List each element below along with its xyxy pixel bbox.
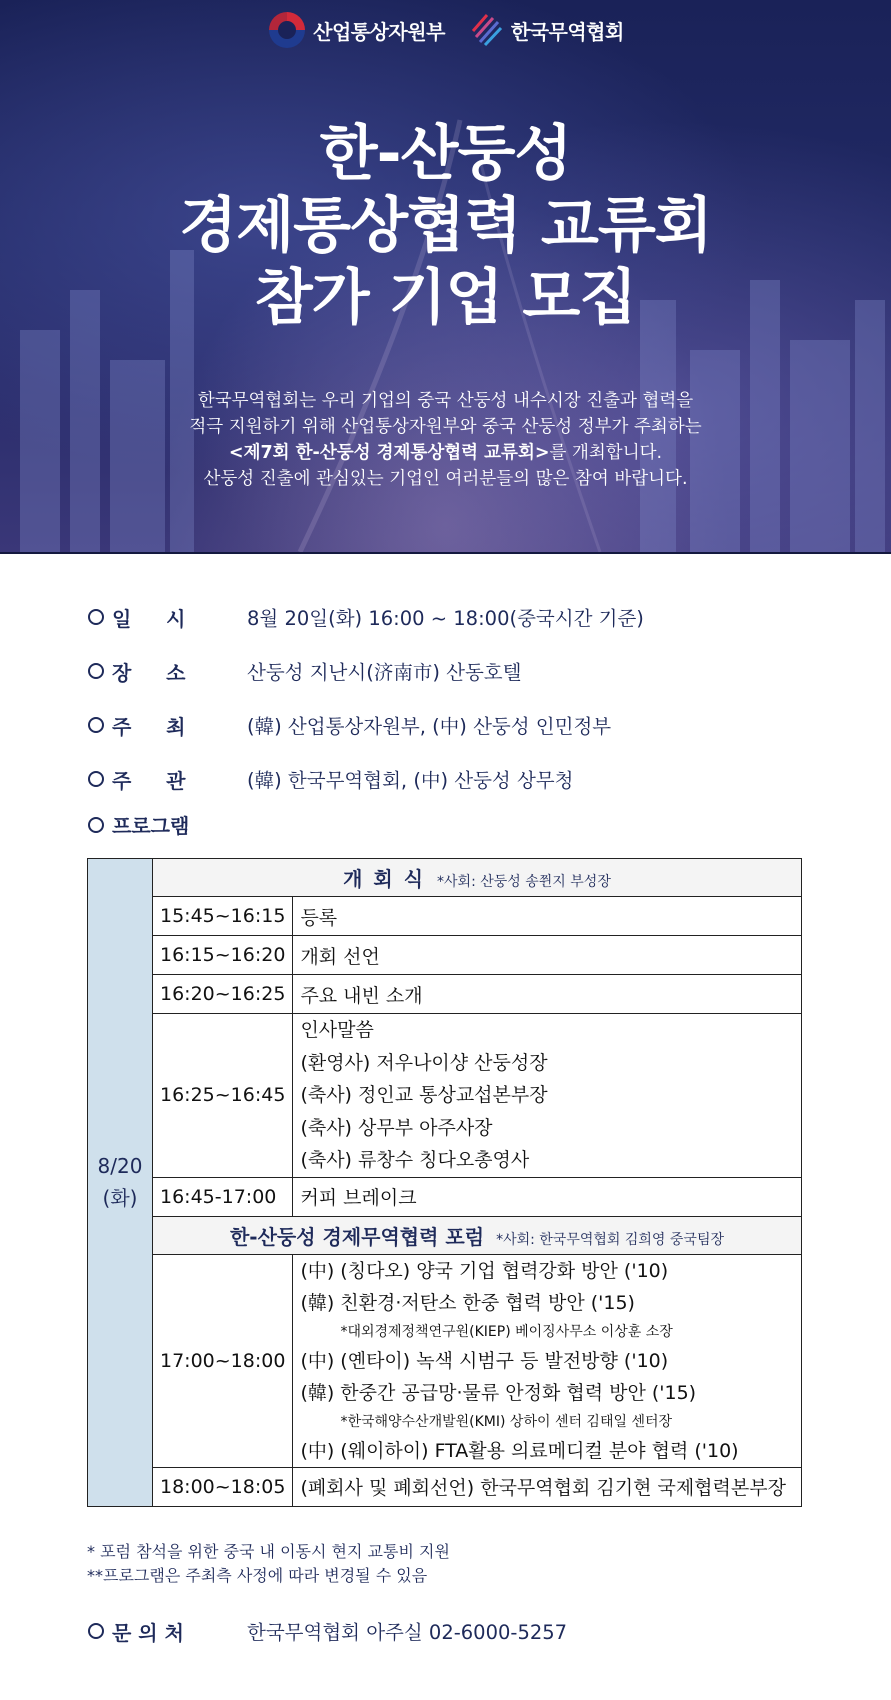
greeting-line: (축사) 정인교 통상교섭본부장 [300,1084,548,1106]
table-row [88,975,802,1014]
intro-line-1: 한국무역협회는 우리 기업의 중국 산둥성 내수시장 진출과 협력을 [197,391,694,411]
info-value: 산둥성 지난시(济南市) 산동호텔 [247,661,522,684]
forum-line: (韓) 친환경·저탄소 한중 협력 방안 ('15) [300,1291,635,1314]
content-cell: (폐회사 및 폐회선언) 한국무역협회 김기현 국제협력본부장 [293,1467,802,1506]
section-title: 개 회 식 [343,867,426,891]
info-value: 8월 20일(화) 16:00 ~ 18:00(중국시간 기준) [247,607,644,630]
time-cell: 16:20~16:25 [153,975,293,1014]
event-name: <제7회 한-산둥성 경제통상협력 교류회> [228,443,550,463]
forum-line: (中) (칭다오) 양국 기업 협력강화 방안 ('10) [300,1259,669,1282]
intro-line-3 [0,440,891,466]
contact-label: 문 의 처 [112,1620,184,1645]
speaker-note: *대외경제정책연구원(KIEP) 베이징사무소 이상훈 소장 [340,1323,673,1340]
program-table [87,858,802,1507]
table-row-opening [88,859,802,897]
section-header-forum [153,1216,802,1254]
program-heading [88,810,189,839]
time-cell: 16:15~16:20 [153,936,293,975]
info-row-date [88,590,808,644]
day-text: (화) [102,1186,138,1211]
forum-line: (韓) 한중간 공급망·물류 안정화 협력 방안 ('15) [300,1381,697,1404]
title-line-2: 경제통상협력 교류회 [179,191,712,261]
intro-line-2: 적극 지원하기 위해 산업통상자원부와 중국 산둥성 정부가 주최하는 [189,417,702,437]
content-cell: 주요 내빈 소개 [293,975,802,1014]
content-cell: 커피 브레이크 [293,1177,802,1216]
section-header-opening [153,859,802,897]
forum-line: (中) (웨이하이) FTA활용 의료메디컬 분야 협력 ('10) [300,1439,739,1462]
info-label: 장 소 [112,660,186,685]
greeting-line: (축사) 상무부 아주사장 [300,1116,493,1139]
taegeuk-icon [267,10,307,50]
section-note: *사회: 한국무역협회 김희영 중국팀장 [496,1231,724,1248]
table-row-break [88,1177,802,1216]
table-row-forum-header [88,1216,802,1254]
ministry-logo [267,10,445,50]
greeting-line: (축사) 류창수 칭다오총영사 [300,1149,530,1171]
info-label: 주 최 [112,714,186,739]
page-title [0,118,891,334]
ministry-logo-text: 산업통상자원부 [313,19,445,44]
speaker-note: *한국해양수산개발원(KMI) 상하이 센터 김태일 센터장 [340,1413,673,1430]
forum-line: (中) (옌타이) 녹색 시범구 등 발전방향 ('10) [300,1349,669,1372]
info-row-venue [88,644,808,698]
date-cell [88,859,153,1507]
program-heading-text: 프로그램 [112,814,190,838]
intro-text [0,388,891,492]
info-row-host [88,698,808,752]
contact-row [88,1604,567,1658]
kita-stripes-icon [467,11,505,49]
section-title: 한-산둥성 경제무역협력 포럼 [229,1224,485,1249]
circle-bullet-icon [88,717,104,733]
title-line-1: 한-산둥성 [319,119,572,189]
content-cell: 등록 [293,897,802,936]
info-row-organizer [88,752,808,806]
content-cell [293,1014,802,1178]
circle-bullet-icon [88,1623,104,1639]
circle-bullet-icon [88,609,104,625]
title-line-3: 참가 기업 모집 [254,263,637,333]
logo-bar [0,10,891,50]
kita-logo [467,11,624,49]
info-label: 일 시 [112,606,186,631]
intro-line-4: 산둥성 진출에 관심있는 기업인 여러분들의 많은 참여 바랍니다. [203,469,688,489]
greeting-line: (환영사) 저우나이샹 산둥성장 [300,1051,548,1074]
time-cell: 18:00~18:05 [153,1467,293,1506]
event-info [88,590,808,806]
kita-logo-text: 한국무역협회 [510,19,624,44]
footnote: * 포럼 참석을 위한 중국 내 이동시 현지 교통비 지원 [87,1542,450,1561]
info-value: (韓) 한국무역협회, (中) 산둥성 상무청 [247,769,574,792]
content-cell: 개회 선언 [293,936,802,975]
table-row-greetings [88,1014,802,1178]
table-row-forum [88,1254,802,1467]
content-cell [293,1254,802,1467]
time-cell: 16:25~16:45 [153,1014,293,1178]
footnote: **프로그램은 주최측 사정에 따라 변경될 수 있음 [87,1566,428,1585]
table-row [88,897,802,936]
hero-banner [0,0,891,554]
time-cell: 15:45~16:15 [153,897,293,936]
circle-bullet-icon [88,771,104,787]
table-row [88,936,802,975]
info-value: (韓) 산업통상자원부, (中) 산둥성 인민정부 [247,715,612,738]
time-cell: 17:00~18:00 [153,1254,293,1467]
date-text: 8/20 [97,1154,143,1179]
circle-bullet-icon [88,663,104,679]
contact-value: 한국무역협회 아주실 02-6000-5257 [247,1621,568,1644]
intro-line-3-rest: 를 개최합니다. [549,443,663,463]
table-row-closing [88,1467,802,1506]
circle-bullet-icon [88,817,104,833]
time-cell: 16:45-17:00 [153,1177,293,1216]
greeting-line: 인사말씀 [300,1019,374,1041]
info-label: 주 관 [112,768,186,793]
section-note: *사회: 산둥성 송쮠지 부성장 [437,874,611,890]
footnotes [87,1540,450,1588]
